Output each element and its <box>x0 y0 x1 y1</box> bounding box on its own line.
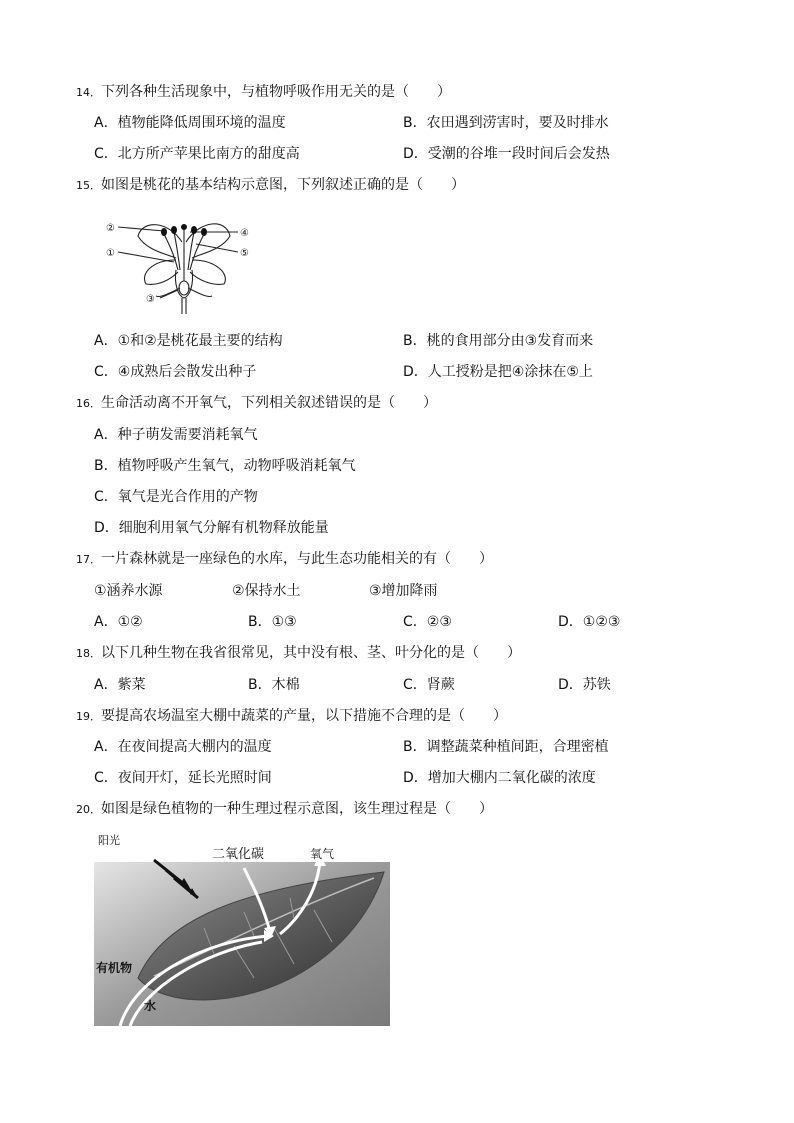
figure-label-4: ④ <box>240 228 249 239</box>
figure-label-5: ⑤ <box>240 248 249 259</box>
question-19-stem <box>76 707 507 726</box>
label-o2: 氧气 <box>310 847 335 861</box>
q16-option-c: C．氧气是光合作用的产物 <box>94 489 258 505</box>
q14-option-b: B．农田遇到涝害时，要及时排水 <box>403 115 609 131</box>
q17-item-1: ①涵养水源 <box>94 583 163 599</box>
q14-option-d: D．受潮的谷堆一段时间后会发热 <box>403 146 610 162</box>
q15-option-a: A．①和②是桃花最主要的结构 <box>94 333 283 349</box>
question-20-stem <box>76 800 493 819</box>
question-17-stem <box>76 550 493 569</box>
question-16-stem <box>76 394 437 413</box>
q15-option-b: B．桃的食用部分由③发育而来 <box>403 333 594 349</box>
question-text: 生命活动离不开氧气，下列相关叙述错误的是（ ） <box>101 395 437 411</box>
question-text: 以下几种生物在我省很常见，其中没有根、茎、叶分化的是（ ） <box>101 645 521 661</box>
figure-label-2: ② <box>106 223 115 234</box>
label-sunlight: 阳光 <box>98 834 120 847</box>
q17-option-c: C．②③ <box>403 614 452 630</box>
q17-option-d: D．①②③ <box>558 614 621 630</box>
q16-option-a: A．种子萌发需要消耗氧气 <box>94 427 258 443</box>
question-number: 15． <box>76 179 101 192</box>
q17-item-3: ③增加降雨 <box>369 583 438 599</box>
question-text: 如图是绿色植物的一种生理过程示意图，该生理过程是（ ） <box>101 801 493 817</box>
q18-option-b: B．木棉 <box>248 677 300 693</box>
q19-option-c: C．夜间开灯，延长光照时间 <box>94 770 272 786</box>
q14-option-c: C．北方所产苹果比南方的甜度高 <box>94 146 300 162</box>
q17-option-b: B．①③ <box>248 614 297 630</box>
q18-option-c: C．肾蕨 <box>403 677 455 693</box>
question-number: 19． <box>76 710 101 723</box>
question-text: 如图是桃花的基本结构示意图，下列叙述正确的是（ ） <box>101 177 465 193</box>
question-14-stem <box>76 83 451 102</box>
q16-option-d: D．细胞利用氧气分解有机物释放能量 <box>94 520 329 536</box>
q19-option-b: B．调整蔬菜种植间距，合理密植 <box>403 739 609 755</box>
question-18-stem <box>76 644 521 663</box>
question-text: 下列各种生活现象中，与植物呼吸作用无关的是（ ） <box>101 84 451 100</box>
q14-option-a: A．植物能降低周围环境的温度 <box>94 115 286 131</box>
photosynthesis-leaf-figure <box>94 828 390 1026</box>
figure-label-1: ① <box>106 248 115 259</box>
q16-option-b: B．植物呼吸产生氧气，动物呼吸消耗氧气 <box>94 458 356 474</box>
figure-label-3: ③ <box>146 294 155 305</box>
question-number: 14． <box>76 86 101 99</box>
q15-option-c: C．④成熟后会散发出种子 <box>94 364 257 380</box>
question-number: 18． <box>76 647 101 660</box>
question-text: 要提高农场温室大棚中蔬菜的产量，以下措施不合理的是（ ） <box>101 708 507 724</box>
q18-option-d: D．苏铁 <box>558 677 611 693</box>
question-number: 20． <box>76 803 101 816</box>
q17-item-2: ②保持水土 <box>232 583 301 599</box>
label-water: 水 <box>144 999 157 1013</box>
q19-option-a: A．在夜间提高大棚内的温度 <box>94 739 272 755</box>
question-text: 一片森林就是一座绿色的水库，与此生态功能相关的有（ ） <box>101 551 493 567</box>
question-number: 17． <box>76 553 101 566</box>
label-co2: 二氧化碳 <box>212 847 265 862</box>
q18-option-a: A．紫菜 <box>94 677 146 693</box>
peach-flower-diagram <box>104 214 264 314</box>
question-number: 16． <box>76 397 101 410</box>
question-15-stem <box>76 176 465 195</box>
q17-option-a: A．①② <box>94 614 143 630</box>
q19-option-d: D．增加大棚内二氧化碳的浓度 <box>403 770 596 786</box>
q15-option-d: D．人工授粉是把④涂抹在⑤上 <box>403 364 593 380</box>
label-organic-matter: 有机物 <box>96 961 133 975</box>
